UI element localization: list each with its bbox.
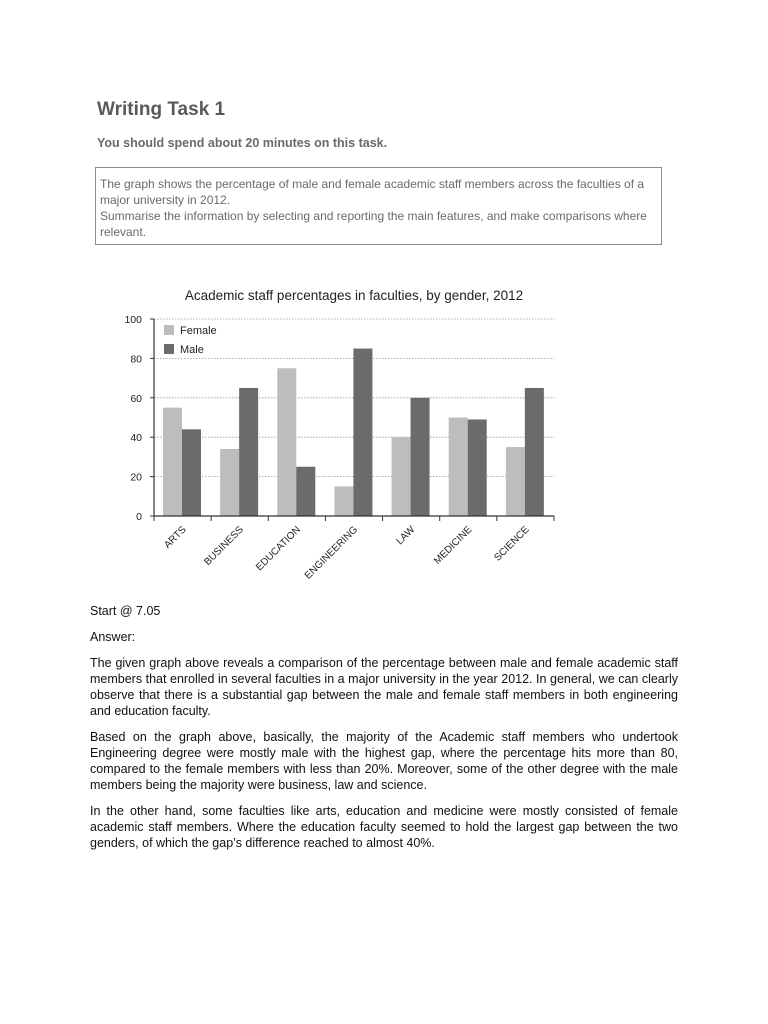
y-tick-label: 60 — [130, 392, 142, 405]
x-tick-label: SCIENCE — [492, 524, 532, 564]
bar-female-law — [392, 437, 411, 516]
bar-female-science — [506, 447, 525, 516]
chart-title: Academic staff percentages in faculties, by gender, 2012 — [184, 288, 524, 303]
bar-female-engineering — [334, 486, 353, 516]
y-tick-label: 20 — [130, 471, 142, 484]
prompt-description: The graph shows the percentage of male and female academic staff members across the faculties of a major university in 2012. — [100, 177, 645, 207]
essay-paragraph-2: Based on the graph above, basically, the majority of the Academic staff members who undertook Engineering degree were mostly male with the highest gap, where the percentage hits more than 80, compared to the female members with less than 20%. Moreover, some of the other degree with the male members being the majority were business, law and science. — [90, 730, 678, 792]
x-tick-label: LAW — [394, 524, 418, 548]
bar-female-business — [220, 449, 239, 516]
essay-answer — [90, 603, 678, 861]
task-prompt-box — [95, 167, 662, 245]
bar-chart — [100, 280, 580, 590]
x-tick-label: BUSINESS — [202, 524, 246, 568]
chart-svg — [100, 280, 580, 590]
prompt-directions: Summarise the information by selecting and reporting the main features, and make comparisons where relevant. — [100, 209, 647, 239]
y-tick-label: 0 — [136, 511, 142, 523]
answer-label: Answer: — [90, 630, 136, 644]
bar-male-science — [525, 388, 544, 516]
bar-female-medicine — [449, 418, 468, 517]
essay-paragraph-1: The given graph above reveals a comparison of the percentage between male and female academic staff members that enrolled in several faculties in a major university in the year 2012. In general, we can clearly observe that there is a substantial gap between the male and female staff members in both engineering and education faculty. — [90, 656, 678, 718]
bar-male-business — [239, 388, 258, 516]
essay-paragraph-3: In the other hand, some faculties like arts, education and medicine were mostly consisted of female academic staff members. Where the education faculty seemed to hold the largest gap between the two genders, of which the gap’s difference reached to almost 40%. — [90, 804, 678, 850]
legend-swatch-female — [164, 325, 174, 335]
task-instruction: You should spend about 20 minutes on this task. — [97, 136, 388, 150]
y-tick-label: 40 — [130, 432, 142, 445]
bar-male-engineering — [353, 349, 372, 516]
bar-female-education — [277, 368, 296, 516]
legend-label-female: Female — [180, 325, 217, 337]
x-tick-label: EDUCATION — [254, 524, 303, 574]
start-time: Start @ 7.05 — [90, 604, 161, 618]
bar-female-arts — [163, 408, 182, 516]
legend-label-male: Male — [180, 344, 204, 356]
bar-male-law — [411, 398, 430, 516]
task-title: Writing Task 1 — [97, 99, 226, 120]
y-tick-label: 100 — [124, 314, 142, 326]
x-tick-label: MEDICINE — [432, 524, 475, 567]
bar-male-education — [296, 467, 315, 516]
legend-swatch-male — [164, 344, 174, 354]
bar-male-arts — [182, 429, 201, 516]
x-tick-label: ENGINEERING — [302, 524, 361, 582]
bar-male-medicine — [468, 419, 487, 516]
x-tick-label: ARTS — [162, 524, 189, 551]
y-tick-label: 80 — [130, 353, 142, 366]
